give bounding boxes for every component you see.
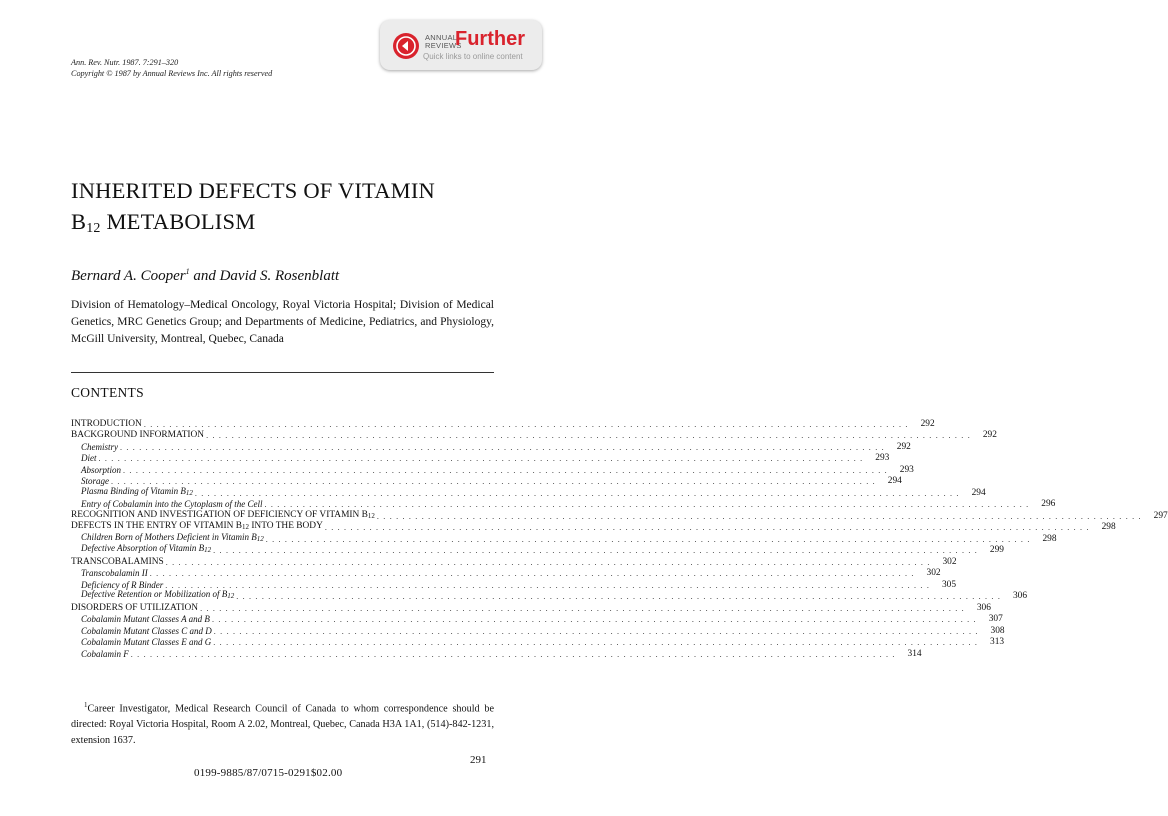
divider-rule (71, 372, 494, 373)
toc-entry-label (81, 649, 129, 660)
toc-entry-label (81, 486, 193, 499)
toc-page-number: 296 (1041, 499, 1056, 509)
toc-leader-dots: . . . . . . . . . . . . . . . . . . . . . . . . . . . . . . . . . . . . . . . . . . . . . . . . . . . . . . . . . . . . . . . . . . . . . . . . . . . . . . . . . . . . . . . . . . . . . . . . . . . . . . . . . . . . . . . . . . . . . . . . (206, 431, 971, 440)
toc-leader-dots: . . . . . . . . . . . . . . . . . . . . . . . . . . . . . . . . . . . . . . . . . . . . . . . . . . . . . . . . . . . . . . . . . . . . . . . . . . . . . . . . . . . . . . . . . . . . . . . . . . . . . . . . . . . . . . . . . . . . . . . . (194, 488, 960, 498)
toc-page-number: 294 (971, 487, 986, 498)
toc-entry-label (71, 557, 164, 568)
toc-entry-text: INTRODUCTION (71, 418, 142, 429)
toc-entry-label (81, 453, 97, 464)
toc-leader-dots: . . . . . . . . . . . . . . . . . . . . . . . . . . . . . . . . . . . . . . . . . . . . . . . . . . . . . . . . . . . . . . . . . . . . . . . . . . . . . . . . . . . . . . . . . . . . . . . . . . . . . . . . . . . . . . . . . . . . . . . . (213, 638, 979, 647)
toc-entry (71, 568, 941, 580)
toc-entry-text: Children Born of Mothers Deficient in Vitamin B (81, 531, 257, 542)
title-b: B (71, 209, 87, 234)
toc-leader-dots: . . . . . . . . . . . . . . . . . . . . . . . . . . . . . . . . . . . . . . . . . . . . . . . . . . . . . . . . . . . . . . . . . . . . . . . . . . . . . . . . . . . . . . . . . . . . . . . . . . . . . . . . . . . . . . . . . . . . . . . . (130, 649, 896, 659)
title-line-1: INHERITED DEFECTS OF VITAMIN (71, 178, 435, 203)
title-metabolism: METABOLISM (100, 209, 256, 234)
toc-leader-dots: . . . . . . . . . . . . . . . . . . . . . . . . . . . . . . . . . . . . . . . . . . . . . . . . . . . . . . . . . . . . . . . . . . . . . . . . . . . . . . . . . . . . . . . . . . . . . . . . . . . . . . . . . . . . . . . . . . . . . . . . (213, 546, 978, 555)
toc-entry-subscript: 12 (367, 511, 375, 520)
toc-entry-text: Defective Retention or Mobilization of B (81, 589, 228, 599)
toc-entry-text: Cobalamin Mutant Classes C and D (81, 625, 212, 636)
toc-entry-text: Transcobalamin II (81, 568, 148, 578)
toc-page-number: 292 (896, 441, 911, 452)
toc-page-number: 306 (976, 602, 991, 613)
title-line-2 (71, 206, 435, 244)
toc-page-number: 306 (1012, 591, 1028, 601)
toc-entry (71, 499, 1056, 511)
toc-leader-dots: . . . . . . . . . . . . . . . . . . . . . . . . . . . . . . . . . . . . . . . . . . . . . . . . . . . . . . . . . . . . . . . . . . . . . . . . . . . . . . . . . . . . . . . . . . . . . . . . . . . . . . . . . . . . . . . . . . . . . . . . (236, 592, 1002, 601)
toc-entry (71, 602, 991, 614)
table-of-contents (71, 418, 1168, 660)
toc-leader-dots: . . . . . . . . . . . . . . . . . . . . . . . . . . . . . . . . . . . . . . . . . . . . . . . . . . . . . . . . . . . . . . . . . . . . . . . . . . . . . . . . . . . . . . . . . . . . . . . . . . . . . . . . . . . . . . . . . . . . . . . . (264, 500, 1030, 509)
toc-page-number: 302 (926, 568, 941, 578)
affiliation: Division of Hematology–Medical Oncology, Royal Victoria Hospital; Division of Medical Genetics, MRC Genetics Group; and Departments of Medicine, Pediatrics, and Physiology, McGill University, Montreal, Quebec, Canada (71, 299, 494, 345)
toc-entry (71, 453, 890, 465)
toc-leader-dots: . . . . . . . . . . . . . . . . . . . . . . . . . . . . . . . . . . . . . . . . . . . . . . . . . . . . . . . . . . . . . . . . . . . . . . . . . . . . . . . . . . . . . . . . . . . . . . . . . . . . . . . . . . . . . . . . . . . . . . . . (376, 511, 1142, 521)
toc-page-number: 292 (920, 418, 935, 429)
toc-entry-label (71, 419, 142, 430)
toc-leader-dots: . . . . . . . . . . . . . . . . . . . . . . . . . . . . . . . . . . . . . . . . . . . . . . . . . . . . . . . . . . . . . . . . . . . . . . . . . . . . . . . . . . . . . . . . . . . . . . . . . . . . . . . . . . . . . . . . . . . . . . . . (265, 534, 1031, 544)
issn-line: 0199-9885/87/0715-0291$02.00 (194, 767, 343, 779)
author-1: Bernard A. Cooper (71, 268, 186, 284)
toc-page-number: 313 (990, 637, 1005, 647)
toc-entry (71, 464, 914, 476)
toc-leader-dots: . . . . . . . . . . . . . . . . . . . . . . . . . . . . . . . . . . . . . . . . . . . . . . . . . . . . . . . . . . . . . . . . . . . . . . . . . . . . . . . . . . . . . . . . . . . . . . . . . . . . . . . . . . . . . . . . . . . . . . . . (211, 615, 977, 624)
toc-entry-text: Absorption (81, 464, 122, 475)
toc-entry (71, 625, 1005, 637)
toc-entry-text: Plasma Binding of Vitamin B (81, 485, 186, 496)
toc-entry-label (81, 465, 121, 476)
toc-entry-label (81, 637, 211, 648)
brand-line-annual: ANNUAL (425, 33, 458, 42)
toc-entry-text-tail: INTO THE BODY (248, 521, 323, 531)
toc-entry-text: Storage (81, 476, 109, 486)
toc-entry-text: DISORDERS OF UTILIZATION (71, 602, 199, 613)
toc-page-number: 298 (1042, 533, 1057, 544)
toc-entry-label (81, 589, 234, 602)
toc-entry-label (81, 614, 210, 625)
toc-page-number: 297 (1153, 510, 1168, 521)
toc-entry (71, 430, 997, 442)
toc-leader-dots: . . . . . . . . . . . . . . . . . . . . . . . . . . . . . . . . . . . . . . . . . . . . . . . . . . . . . . . . . . . . . . . . . . . . . . . . . . . . . . . . . . . . . . . . . . . . . . . . . . . . . . . . . . . . . . . . . . . . . . . . (120, 442, 885, 452)
toc-entry (71, 509, 1168, 522)
toc-entry (71, 614, 1003, 626)
toc-page-number: 293 (875, 453, 890, 463)
toc-leader-dots: . . . . . . . . . . . . . . . . . . . . . . . . . . . . . . . . . . . . . . . . . . . . . . . . . . . . . . . . . . . . . . . . . . . . . . . . . . . . . . . . . . . . . . . . . . . . . . . . . . . . . . . . . . . . . . . . . . . . . . . . (165, 557, 931, 567)
toc-entry (71, 543, 1004, 557)
further-label: Further (455, 28, 525, 50)
toc-page-number: 298 (1101, 522, 1116, 532)
toc-entry-label (81, 568, 148, 579)
toc-page-number: 305 (941, 579, 957, 590)
toc-leader-dots: . . . . . . . . . . . . . . . . . . . . . . . . . . . . . . . . . . . . . . . . . . . . . . . . . . . . . . . . . . . . . . . . . . . . . . . . . . . . . . . . . . . . . . . . . . . . . . . . . . . . . . . . . . . . . . . . . . . . . . . . (98, 454, 864, 463)
journal-citation-block (71, 57, 272, 79)
toc-entry-subscript: 12 (204, 546, 212, 554)
toc-entry-text: Entry of Cobalamin into the Cytoplasm of the Cell (81, 499, 263, 509)
toc-leader-dots: . . . . . . . . . . . . . . . . . . . . . . . . . . . . . . . . . . . . . . . . . . . . . . . . . . . . . . . . . . . . . . . . . . . . . . . . . . . . . . . . . . . . . . . . . . . . . . . . . . . . . . . . . . . . . . . . . . . . . . . . (143, 419, 909, 429)
toc-entry-text: TRANSCOBALAMINS (71, 556, 164, 567)
page-number: 291 (470, 754, 487, 766)
toc-entry-text: BACKGROUND INFORMATION (71, 430, 205, 440)
toc-leader-dots: . . . . . . . . . . . . . . . . . . . . . . . . . . . . . . . . . . . . . . . . . . . . . . . . . . . . . . . . . . . . . . . . . . . . . . . . . . . . . . . . . . . . . . . . . . . . . . . . . . . . . . . . . . . . . . . . . . . . . . . . (165, 580, 931, 590)
toc-entry (71, 637, 1005, 649)
toc-entry-text: DEFECTS IN THE ENTRY OF VITAMIN B (71, 521, 242, 531)
toc-entry-text: Cobalamin Mutant Classes E and G (81, 637, 212, 647)
further-banner[interactable] (380, 20, 542, 70)
toc-page-number: 308 (990, 625, 1005, 636)
toc-page-number: 294 (887, 476, 902, 486)
toc-leader-dots: . . . . . . . . . . . . . . . . . . . . . . . . . . . . . . . . . . . . . . . . . . . . . . . . . . . . . . . . . . . . . . . . . . . . . . . . . . . . . . . . . . . . . . . . . . . . . . . . . . . . . . . . . . . . . . . . . . . . . . . . (213, 626, 979, 636)
copyright-line: Copyright © 1987 by Annual Reviews Inc. All rights reserved (71, 69, 273, 78)
toc-entry (71, 485, 986, 499)
toc-entry-label (71, 603, 198, 614)
toc-entry (71, 589, 1028, 603)
toc-entry (71, 648, 922, 660)
toc-entry-text: Cobalamin F (81, 648, 129, 659)
toc-leader-dots: . . . . . . . . . . . . . . . . . . . . . . . . . . . . . . . . . . . . . . . . . . . . . . . . . . . . . . . . . . . . . . . . . . . . . . . . . . . . . . . . . . . . . . . . . . . . . . . . . . . . . . . . . . . . . . . . . . . . . . . . (149, 569, 915, 578)
footnote (71, 697, 494, 749)
toc-entry-label (81, 543, 211, 556)
author-1-footnote-mark: 1 (185, 267, 190, 276)
toc-entry (71, 441, 911, 453)
toc-entry-label (81, 442, 118, 453)
toc-entry-subscript: 12 (256, 534, 264, 543)
toc-leader-dots: . . . . . . . . . . . . . . . . . . . . . . . . . . . . . . . . . . . . . . . . . . . . . . . . . . . . . . . . . . . . . . . . . . . . . . . . . . . . . . . . . . . . . . . . . . . . . . . . . . . . . . . . . . . . . . . . . . . . . . . . (324, 523, 1090, 532)
toc-entry-text: Diet (81, 453, 97, 463)
toc-leader-dots: . . . . . . . . . . . . . . . . . . . . . . . . . . . . . . . . . . . . . . . . . . . . . . . . . . . . . . . . . . . . . . . . . . . . . . . . . . . . . . . . . . . . . . . . . . . . . . . . . . . . . . . . . . . . . . . . . . . . . . . . (123, 465, 888, 475)
toc-entry-label (71, 430, 204, 441)
toc-entry-text: Cobalamin Mutant Classes A and B (81, 614, 210, 624)
toc-page-number: 299 (989, 545, 1004, 555)
toc-leader-dots: . . . . . . . . . . . . . . . . . . . . . . . . . . . . . . . . . . . . . . . . . . . . . . . . . . . . . . . . . . . . . . . . . . . . . . . . . . . . . . . . . . . . . . . . . . . . . . . . . . . . . . . . . . . . . . . . . . . . . . . . (200, 603, 965, 613)
toc-entry-text: Chemistry (81, 441, 118, 452)
article-title (71, 175, 435, 244)
toc-leader-dots: . . . . . . . . . . . . . . . . . . . . . . . . . . . . . . . . . . . . . . . . . . . . . . . . . . . . . . . . . . . . . . . . . . . . . . . . . . . . . . . . . . . . . . . . . . . . . . . . . . . . . . . . . . . . . . . . . . . . . . . . (111, 477, 876, 486)
toc-entry-text: Defective Absorption of Vitamin B (81, 543, 205, 553)
toc-page-number: 293 (899, 464, 914, 475)
arrow-left-icon (393, 33, 419, 59)
toc-entry-subscript: 12 (185, 488, 193, 497)
toc-entry-subscript: 12 (227, 592, 235, 600)
toc-entry (71, 418, 935, 430)
toc-entry-text: Deficiency of R Binder (81, 579, 164, 590)
contents-heading: CONTENTS (71, 385, 144, 400)
authors-line (71, 267, 339, 285)
toc-page-number: 307 (988, 614, 1003, 624)
footnote-text: Career Investigator, Medical Research Council of Canada to whom correspondence should be directed: Royal Victoria Hospital, Room A 2.02, Montreal, Quebec, Canada H3A 1A1, (514)-842-1231, extension 1637. (71, 703, 494, 747)
brand-line-reviews: REVIEWS (425, 41, 462, 50)
author-2: and David S. Rosenblatt (189, 268, 340, 284)
toc-page-number: 314 (907, 648, 922, 659)
toc-entry-label (81, 626, 212, 637)
toc-entry-label (71, 510, 375, 522)
footnote-mark: 1 (84, 701, 88, 709)
toc-entry-label (81, 499, 263, 510)
toc-entry-subscript: 12 (241, 523, 249, 531)
banner-tagline: Quick links to online content (423, 52, 523, 61)
title-subscript: 12 (86, 221, 101, 236)
toc-entry-text: RECOGNITION AND INVESTIGATION OF DEFICIENCY OF VITAMIN B (71, 509, 368, 520)
toc-page-number: 292 (982, 430, 997, 440)
toc-page-number: 302 (942, 556, 957, 567)
journal-citation: Ann. Rev. Nutr. 1987. 7:291–320 (71, 58, 179, 67)
toc-entry (71, 556, 957, 568)
